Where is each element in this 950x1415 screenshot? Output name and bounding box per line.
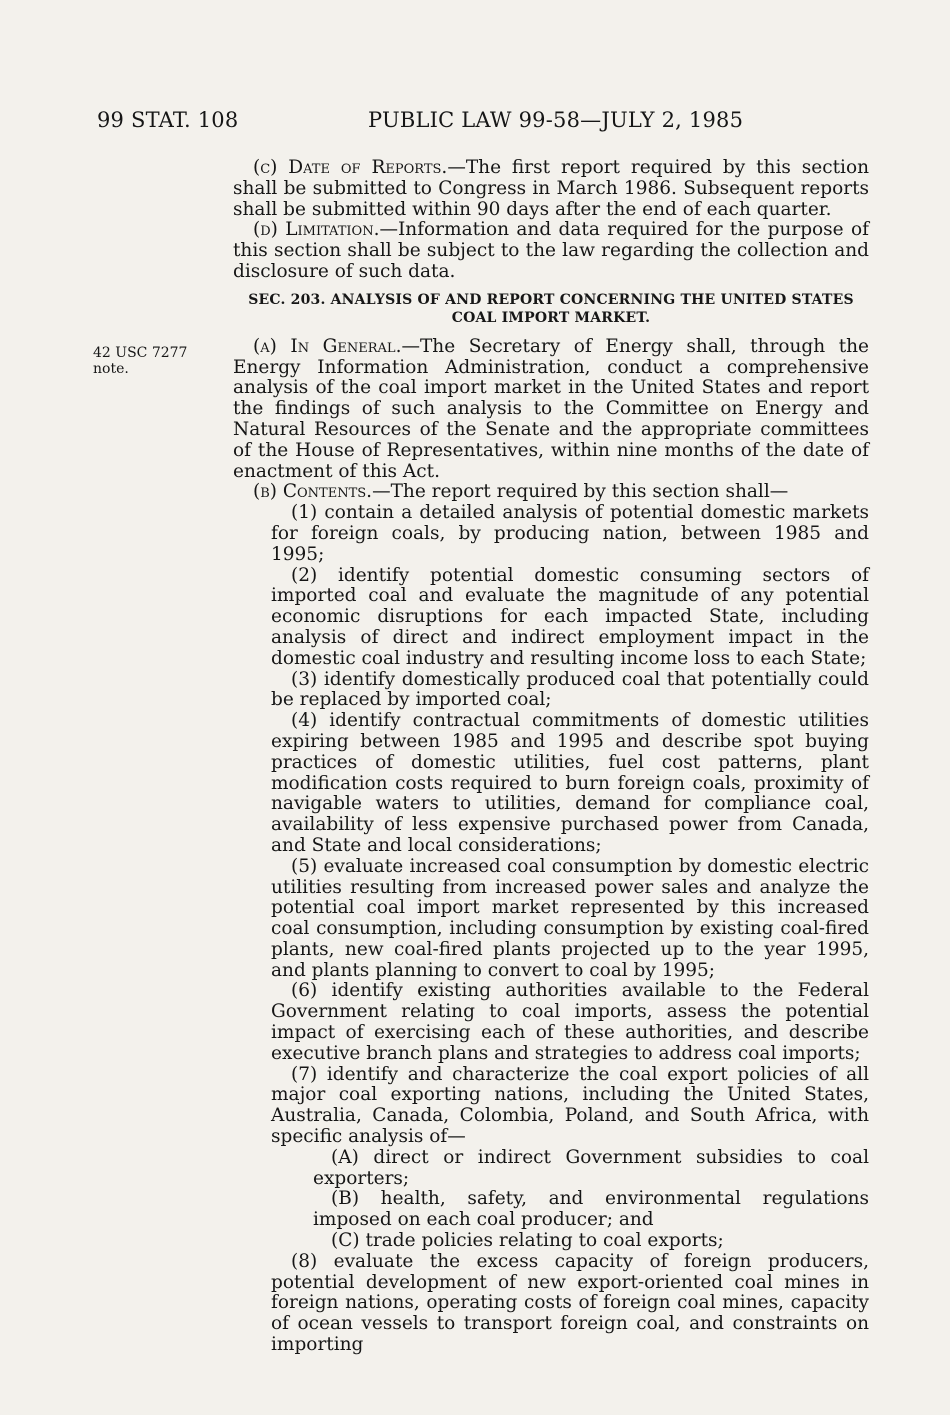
section-heading: SEC. 203. ANALYSIS OF AND REPORT CONCERNING THE UNITED STATES COAL IMPORT MARKET.	[248, 291, 854, 326]
sub-list-item: (A) direct or indirect Government subsidies to coal exporters;	[313, 1146, 869, 1189]
public-law-title: PUBLIC LAW 99-58—JULY 2, 1985	[368, 108, 744, 132]
paragraph-d-text: —Information and data required for the purpose of this section shall be subject to the law regarding the collection and disclosure of such data.	[233, 219, 869, 282]
paragraph-a	[233, 337, 869, 483]
paragraph-c	[233, 158, 869, 220]
paragraph-b-heading: (b) Contents.	[253, 481, 373, 503]
paragraph-d-heading: (d) Limitation.	[253, 219, 380, 241]
paragraph-a-heading: (a) In General.	[253, 335, 402, 357]
margin-citation	[93, 345, 213, 377]
list-item: (3) identify domestically produced coal that potentially could be replaced by imported coal;	[271, 668, 869, 711]
document-body	[233, 158, 869, 1356]
list-item: (7) identify and characterize the coal export policies of all major coal exporting nations, including the United States, Australia, Canada, Colombia, Poland, and South Africa, with specific analysis of—	[271, 1063, 869, 1148]
paragraph-a-text: —The Secretary of Energy shall, through the Energy Information Administration, conduct a comprehensive analysis of the coal import market in the United States and report the findings of such analysis to the Committee on Energy and Natural Resources of the Senate and the appropriate committees of the House of Representatives, within nine months of the date of enactment of this Act.	[233, 335, 869, 482]
list-item: (1) contain a detailed analysis of potential domestic markets for foreign coals, by producing nation, between 1985 and 1995;	[271, 502, 869, 565]
margin-citation-note: note.	[93, 361, 129, 377]
margin-citation-usc: 42 USC 7277	[93, 345, 188, 361]
list-item: (2) identify potential domestic consuming sectors of imported coal and evaluate the magnitude of any potential economic disruptions for each impacted State, including analysis of direct and indirect employment impact in the domestic coal industry and resulting income loss to each State;	[271, 564, 869, 669]
list-item: (6) identify existing authorities available to the Federal Government relating to coal imports, assess the potential impact of exercising each of these authorities, and describe executive branch plans and strategies to address coal imports;	[271, 980, 869, 1064]
sub-list-item: (C) trade policies relating to coal exports;	[331, 1230, 724, 1252]
list-item: (8) evaluate the excess capacity of foreign producers, potential development of new export-oriented coal mines in foreign nations, operating costs of foreign coal mines, capacity of ocean vessels to transport foreign coal, and constraints on importing	[271, 1250, 869, 1356]
statute-page-number: 99 STAT. 108	[97, 108, 239, 132]
list-item: (4) identify contractual commitments of domestic utilities expiring between 1985 and 1995 and describe spot buying practices of domestic utilities, fuel cost patterns, plant modification costs required to burn foreign coals, proximity of navigable waters to utilities, demand for compliance coal, availability of less expensive purchased power from Canada, and State and local considerations;	[271, 710, 869, 856]
list-item: (5) evaluate increased coal consumption by domestic electric utilities resulting from increased power sales and analyze the potential coal import market represented by this increased coal consumption, including consumption by existing coal-fired plants, new coal-fired plants projected up to the year 1995, and plants planning to convert to coal by 1995;	[271, 855, 869, 981]
paragraph-c-heading: (c) Date of Reports.	[253, 157, 448, 178]
paragraph-c-text: —The first report required by this section shall be submitted to Congress in March 1986. Subsequent reports shall be submitted within 90 days after the end of each quarter.	[233, 157, 869, 220]
paragraph-d	[233, 220, 869, 282]
sub-list-item: (B) health, safety, and environmental regulations imposed on each coal producer; and	[313, 1188, 869, 1231]
paragraph-b-text: —The report required by this section shall—	[372, 481, 789, 503]
paragraph-b	[233, 482, 869, 503]
